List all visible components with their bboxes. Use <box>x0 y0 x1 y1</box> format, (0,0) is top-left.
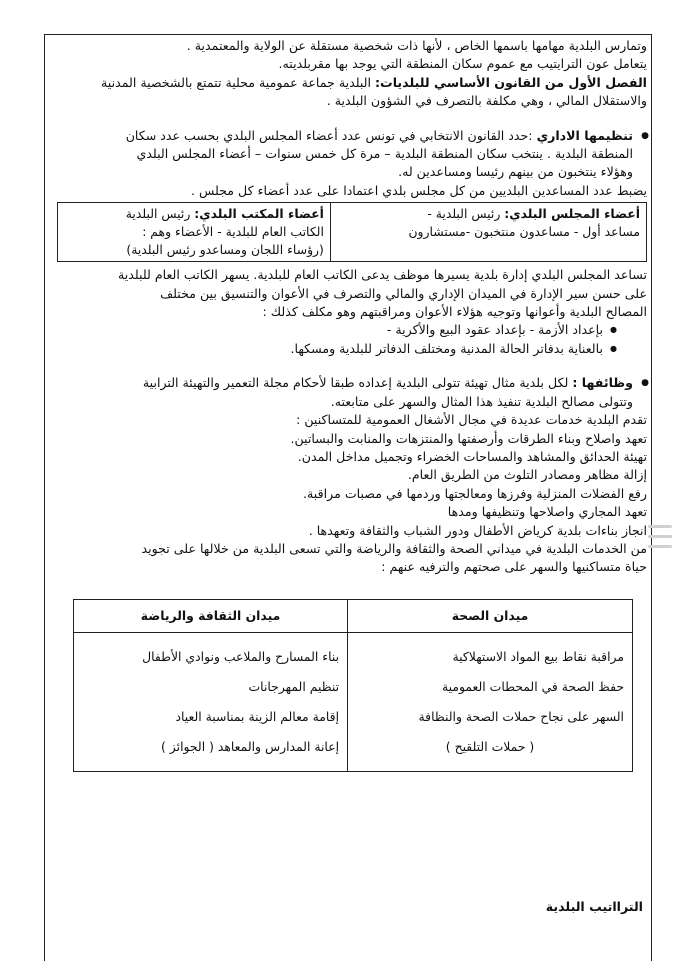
culture-cell <box>74 632 348 771</box>
organization-line-1 <box>49 127 647 145</box>
health-item: ( حملات التلقيح ) <box>445 738 535 754</box>
health-cell <box>348 632 633 771</box>
functions-item: من الخدمات البلدية في ميداني الصحة والثقافة والرياضة والتي تسعى البلدية من خلالها على تجويد <box>141 540 647 556</box>
council-title: أعضاء المجلس البلدي: <box>504 206 640 222</box>
functions-item: إزالة مظاهر ومصادر التلوث من الطريق العام. <box>407 467 647 483</box>
bureau-line-1: رئيس البلدية <box>125 206 191 222</box>
health-header: ميدان الصحة <box>348 599 633 632</box>
bureau-line-2: الكاتب العام للبلدية - الأعضاء وهم : <box>142 224 324 240</box>
bureau-title: أعضاء المكتب البلدي: <box>194 206 324 222</box>
council-cell <box>330 203 646 262</box>
culture-header: ميدان الثقافة والرياضة <box>74 599 348 632</box>
functions-line-2: وتتولى مصالح البلدية تنفيذ هذا المثال والسهر على متابعته. <box>330 393 633 409</box>
functions-line-1 <box>49 374 647 392</box>
functions-item: رفع الفضلات المنزلية وفرزها ومعالجتها وردمها في مصبات مراقبة. <box>303 485 647 501</box>
secretary-duties-list <box>49 321 647 358</box>
intro-line-1: وتمارس البلدية مهامها باسمها الخاص ، لأنها ذات شخصية مستقلة عن الولاية والمعتمدية . <box>186 38 647 53</box>
health-item: حفظ الصحة في المحطات العمومية <box>441 678 624 694</box>
list-item: ● بإعداد الأزمة - بإعداد عقود البيع والأكرية - <box>49 321 603 339</box>
functions-title: وظائفها : <box>572 375 633 391</box>
bureau-cell <box>58 203 331 262</box>
culture-item: إقامة معالم الزينة بمناسبة العياد <box>175 708 340 724</box>
bureau-line-3: (رؤساء اللجان ومساعدو رئيس البلدية) <box>126 242 324 258</box>
functions-text: لكل بلدية مثال تهيئة تتولى البلدية إعداده طبقا لأحكام مجلة التعمير والتهيئة الترابية <box>142 375 569 391</box>
fields-table <box>73 599 633 772</box>
section-title: الترااتيب البلدية <box>545 899 643 914</box>
secretary-line-2: على حسن سير الإدارة في الميدان الإداري والمالي والتصرف في الأعوان والتنسيق بين مختلف <box>160 285 647 301</box>
organization-text: :حدد القانون الانتخابي في تونس عدد أعضاء المجلس البلدي بحسب عدد سكان <box>125 127 533 143</box>
secretary-line-3: المصالح البلدية وأعوانها وتوجيه هؤلاء الأعوان ومراقبتهم وهو مكلف كذلك : <box>262 304 647 320</box>
organization-line-2: المنطقة البلدية . ينتخب سكان المنطقة البلدية – مرة كل خمس سنوات – أعضاء المجلس البلدي <box>136 146 633 162</box>
chapter1-title: الفصل الأول من القانون الأساسي للبلديات: <box>375 74 647 90</box>
functions-item: انجاز بناءات بلدية كرياض الأطفال ودور الشباب والثقافة وتعهدها . <box>308 522 647 538</box>
functions-item: تعهد واصلاح وبناء الطرقات وأرصفتها والمنتزهات والمنابت والبساتين. <box>290 430 647 446</box>
functions-item: تقدم البلدية خدمات عديدة في مجال الأشغال العمومية للمتساكنين : <box>296 412 647 428</box>
chapter1-line-1 <box>49 74 647 92</box>
organization-line-4: يضبط عدد المساعدين البلديين من كل مجلس بلدي اعتمادا على عدد أعضاء كل مجلس . <box>190 182 647 198</box>
organization-title: تنظيمها الاداري <box>536 127 633 143</box>
chapter1-text: البلدية جماعة عمومية محلية تتمتع بالشخصية المدنية <box>101 74 371 90</box>
culture-item: بناء المسارح والملاعب ونوادي الأطفال <box>142 648 340 664</box>
functions-item: تهيئة الحدائق والمشاهد والمساحات الخضراء وتجميل مداخل المدن. <box>297 448 647 464</box>
scroll-handle-icon[interactable] <box>640 518 680 598</box>
council-line-1: رئيس البلدية - <box>427 206 501 222</box>
intro-line-2: يتعامل عون الترايتيب مع عموم سكان المنطقة التي يوجد بها مقربلديته. <box>278 56 647 72</box>
functions-item: تعهد المجاري واصلاحها وتنظيفها ومدها <box>447 504 647 520</box>
document-body <box>49 37 647 772</box>
culture-item: إعانة المدارس والمعاهد ( الجوائز ) <box>161 738 340 754</box>
secretary-line-1: تساعد المجلس البلدي إدارة بلدية يسيرها موظف يدعى الكاتب العام للبلدية. يسهر الكاتب العام للبلدية <box>118 267 647 283</box>
health-item: مراقبة نقاط بيع المواد الاستهلاكية <box>452 648 624 664</box>
health-item: السهر على نجاح حملات الصحة والنظافة <box>418 708 624 724</box>
council-line-2: مساعد أول - مساعدون منتخبون -مستشارون <box>408 224 640 240</box>
members-table <box>57 202 647 262</box>
functions-item: حياة متساكنيها والسهر على صحتهم والترفيه عنهم : <box>381 559 647 575</box>
culture-item: تنظيم المهرجانات <box>248 678 340 694</box>
document-page <box>44 34 652 961</box>
organization-line-3: وهؤلاء ينتخبون من بينهم رئيسا ومساعدين له. <box>398 164 633 180</box>
chapter1-line-2: والاستقلال المالي ، وهي مكلفة بالتصرف في الشؤون البلدية . <box>326 93 647 109</box>
list-item: ● بالعناية بدفاتر الحالة المدنية ومختلف الدفاتر للبلدية ومسكها. <box>49 340 603 358</box>
